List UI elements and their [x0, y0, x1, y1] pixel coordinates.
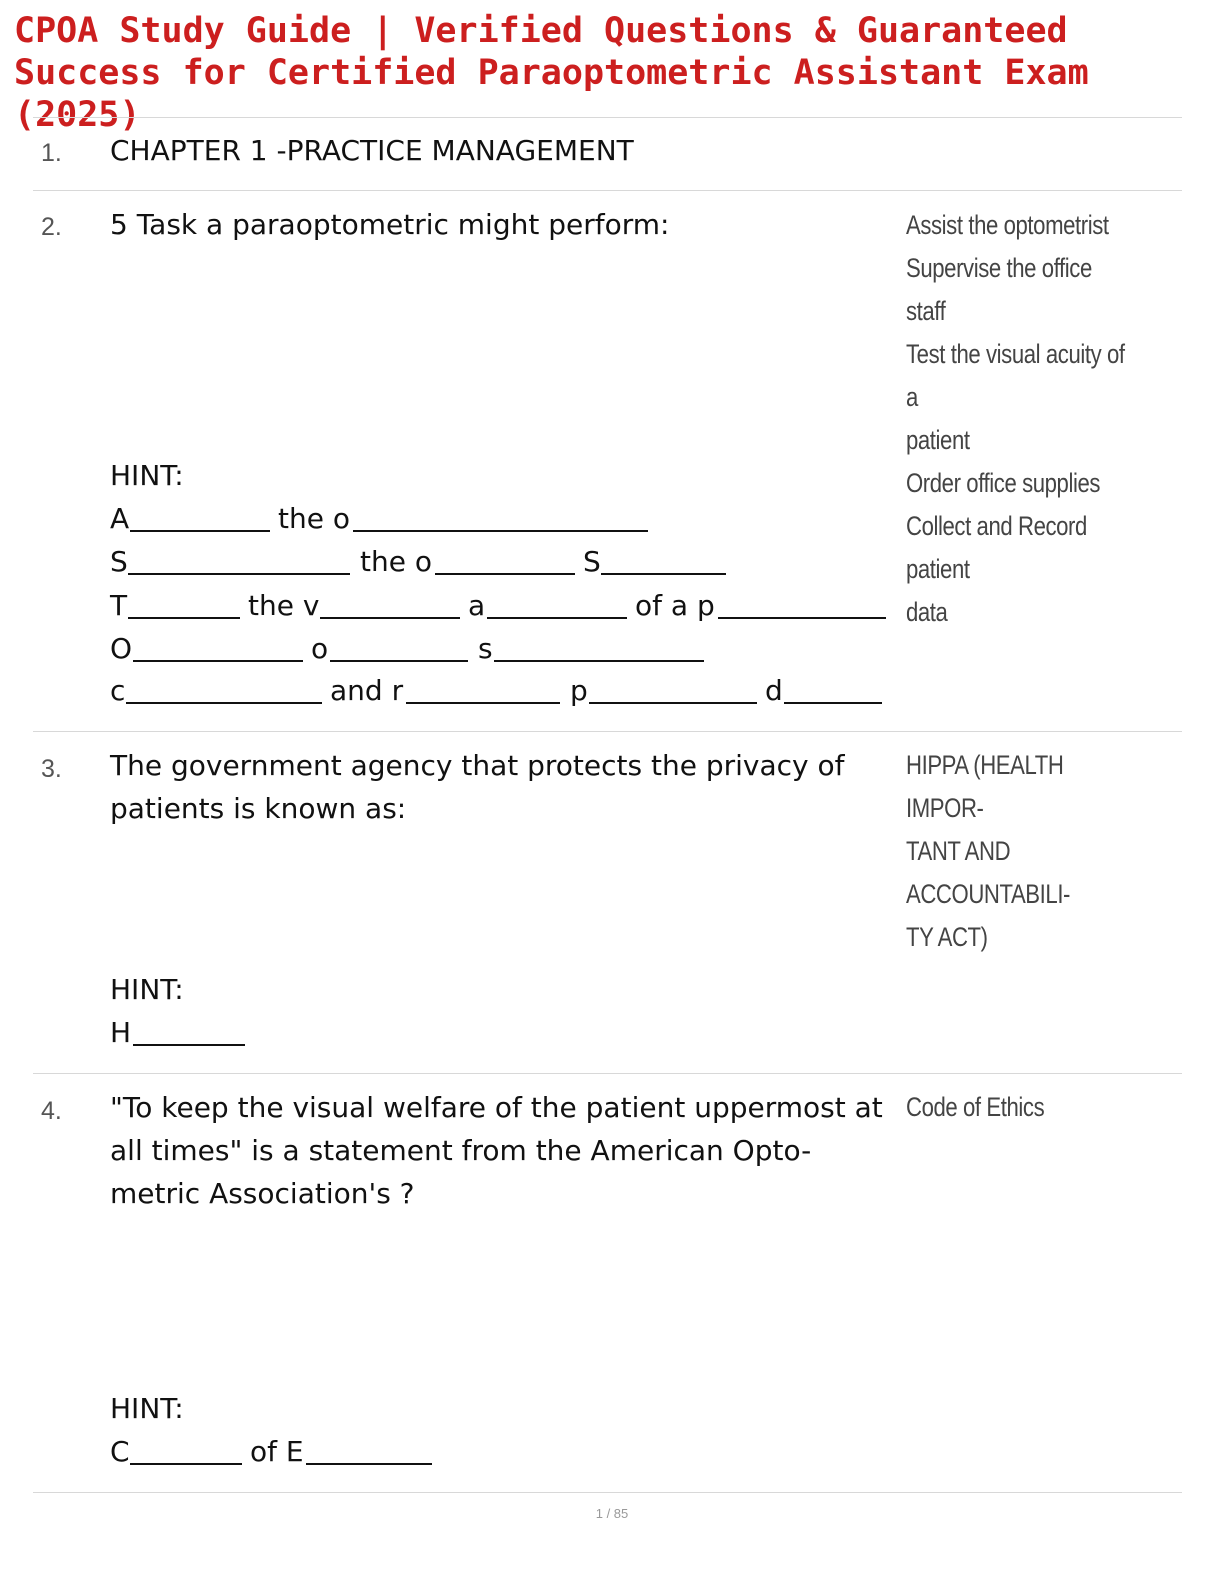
hint-word: p: [570, 674, 588, 707]
hint-word: A: [110, 502, 130, 535]
answer-blank: [589, 702, 757, 704]
divider: [33, 1073, 1182, 1074]
answer-line: data: [906, 597, 948, 627]
answer-blank: [128, 573, 350, 575]
hint-word: the o: [360, 545, 432, 578]
answer-blank: [487, 617, 627, 619]
hint-word: o: [311, 632, 329, 665]
answer-blank: [306, 1463, 432, 1465]
divider: [33, 190, 1182, 191]
hint-word: and r: [330, 674, 404, 707]
answer-line: Supervise the office staff: [906, 253, 1092, 326]
hint-word: H: [110, 1016, 132, 1049]
answer-blank: [130, 1463, 242, 1465]
hint-word: T: [110, 589, 128, 622]
answer-line: Order office supplies: [906, 468, 1101, 498]
hint-label: HINT:: [110, 973, 184, 1006]
hint-label: HINT:: [110, 459, 184, 492]
row-number: 1.: [41, 139, 62, 167]
answer-text: [906, 204, 1127, 634]
answer-blank: [133, 1044, 245, 1046]
divider: [33, 1492, 1182, 1493]
divider: [33, 731, 1182, 732]
answer-line: TY ACT): [906, 922, 988, 952]
answer-line: HIPPA (HEALTH IMPOR-: [906, 750, 1064, 823]
row-number: 4.: [41, 1097, 62, 1125]
answer-blank: [126, 702, 322, 704]
page-indicator: 1 / 85: [595, 1506, 629, 1521]
hint-word: d: [765, 674, 783, 707]
answer-line: Code of Ethics: [906, 1092, 1045, 1122]
chapter-heading: CHAPTER 1 -PRACTICE MANAGEMENT: [110, 134, 634, 167]
hint-word: c: [110, 674, 126, 707]
hint-word: of E: [250, 1435, 304, 1468]
document-title: CPOA Study Guide | Verified Questions & Guaranteed Success for Certified Paraoptometric Assistant Exam (2025): [14, 11, 1089, 135]
answer-line: Test the visual acuity of a: [906, 339, 1125, 412]
question-text: The government agency that protects the privacy of patients is known as:: [110, 749, 845, 825]
row-number: 3.: [41, 755, 62, 783]
answer-line: Collect and Record patient: [906, 511, 1087, 584]
answer-blank: [494, 660, 704, 662]
answer-blank: [718, 617, 886, 619]
answer-blank: [784, 702, 882, 704]
answer-line: Assist the optometrist: [906, 210, 1109, 240]
hint-label: HINT:: [110, 1392, 184, 1425]
hint-word: O: [110, 632, 133, 665]
answer-blank: [128, 617, 240, 619]
answer-blank: [435, 573, 575, 575]
question-text: 5 Task a paraoptometric might perform:: [110, 208, 670, 241]
hint-word: the v: [248, 589, 320, 622]
answer-text: [906, 744, 1127, 959]
hint-word: S: [110, 545, 128, 578]
hint-word: the o: [278, 502, 350, 535]
answer-blank: [601, 573, 726, 575]
answer-blank: [353, 530, 648, 532]
hint-word: of a p: [635, 589, 715, 622]
divider: [33, 117, 1182, 118]
hint-word: s: [478, 632, 493, 665]
answer-line: TANT AND ACCOUNTABILI-: [906, 836, 1071, 909]
answer-blank: [133, 660, 303, 662]
answer-text: [906, 1086, 1127, 1129]
answer-blank: [330, 660, 468, 662]
hint-word: a: [468, 589, 486, 622]
row-number: 2.: [41, 213, 62, 241]
hint-word: C: [110, 1435, 130, 1468]
answer-blank: [130, 530, 270, 532]
answer-blank: [406, 702, 560, 704]
question-text: "To keep the visual welfare of the patient uppermost at all times" is a statement from the American Opto-metric Association's ?: [110, 1091, 883, 1210]
answer-line: patient: [906, 425, 970, 455]
answer-blank: [320, 617, 460, 619]
hint-word: S: [583, 545, 601, 578]
